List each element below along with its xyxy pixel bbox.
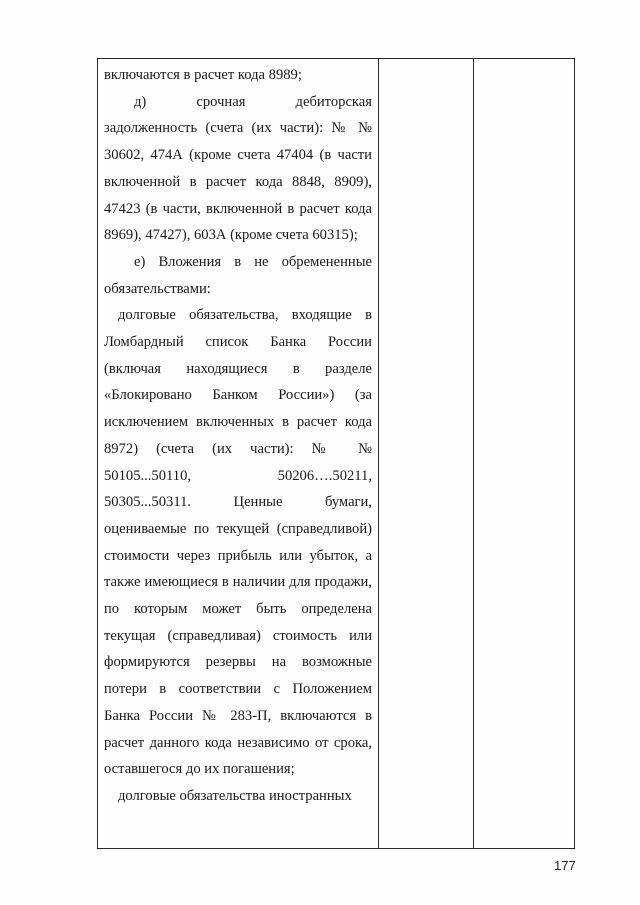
paragraph-debt-obligations: долговые обязательства, входящие в Ломбардный список Банка России (включая находящиеся в разделе «Блокировано Банком России») (за исключением включенных в расчет кода 8972) (счета (их части): № № 50105...50110, 50206….50211, 50305...50311. Ценные бумаги, оцениваемые по текущей (справедливой) стоимости через прибыль или убыток, а также имеющиеся в наличии для продажи, по которым может быть определена текущая (справедливая) стоимость или формируются резервы на возможные потери в соответствии с Положением Банка России № 283-П, включаются в расчет данного кода независимо от срока, оставшегося до их погашения; (104, 307, 372, 778)
table-text-column (104, 62, 372, 810)
paragraph-item-e: е) Вложения в не обремененные обязательствами: (104, 253, 372, 297)
paragraph-foreign-debt: долговые обязательства иностранных (118, 787, 352, 804)
paragraph-item-d: д) срочная дебиторская задолженность (счета (их части): № № 30602, 474А (кроме счета 47404 (в части включенной в расчет кода 8848, 8909), 47423 (в части, включенной в расчет кода 8969), 47427), 603А (кроме счета 60315); (104, 93, 372, 244)
paragraph-continuation: включаются в расчет кода 8989; (104, 67, 302, 83)
column-divider-1 (378, 59, 379, 848)
column-divider-2 (473, 59, 474, 848)
page-number: 177 (554, 858, 576, 873)
